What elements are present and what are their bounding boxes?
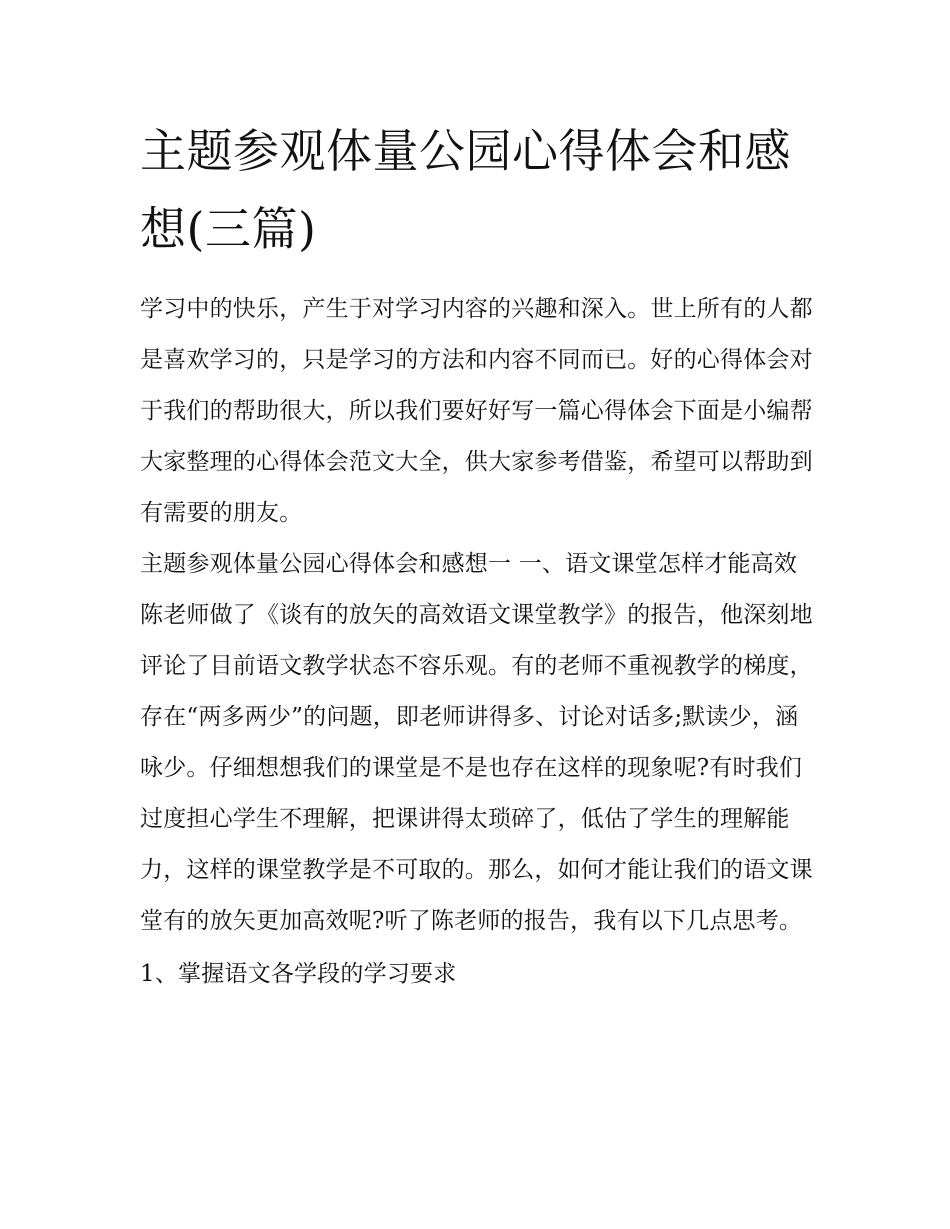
- document-page: [140, 112, 820, 1000]
- paragraph-report: 陈老师做了《谈有的放矢的高效语文课堂教学》的报告，他深刻地评论了目前语文教学状态不容乐观。有的老师不重视教学的梯度，存在“两多两少”的问题，即老师讲得多、讨论对话多;默读少，涵咏少。仔细想想我们的课堂是不是也存在这样的现象呢?有时我们过度担心学生不理解，把课讲得太琐碎了，低估了学生的理解能力，这样的课堂教学是不可取的。那么，如何才能让我们的语文课堂有的放矢更加高效呢?听了陈老师的报告，我有以下几点思考。: [140, 602, 813, 934]
- paragraph-point-1: 1、掌握语文各学段的学习要求: [140, 961, 457, 987]
- document-title: 主题参观体量公园心得体会和感想(三篇): [140, 124, 791, 256]
- paragraph-intro: 学习中的快乐，产生于对学习内容的兴趣和深入。世上所有的人都是喜欢学习的，只是学习的方法和内容不同而已。好的心得体会对于我们的帮助很大，所以我们要好好写一篇心得体会下面是小编帮大家整理的心得体会范文大全，供大家参考借鉴，希望可以帮助到有需要的朋友。: [140, 296, 813, 526]
- paragraph-section-heading: 主题参观体量公园心得体会和感想一 一、语文课堂怎样才能高效: [140, 551, 798, 577]
